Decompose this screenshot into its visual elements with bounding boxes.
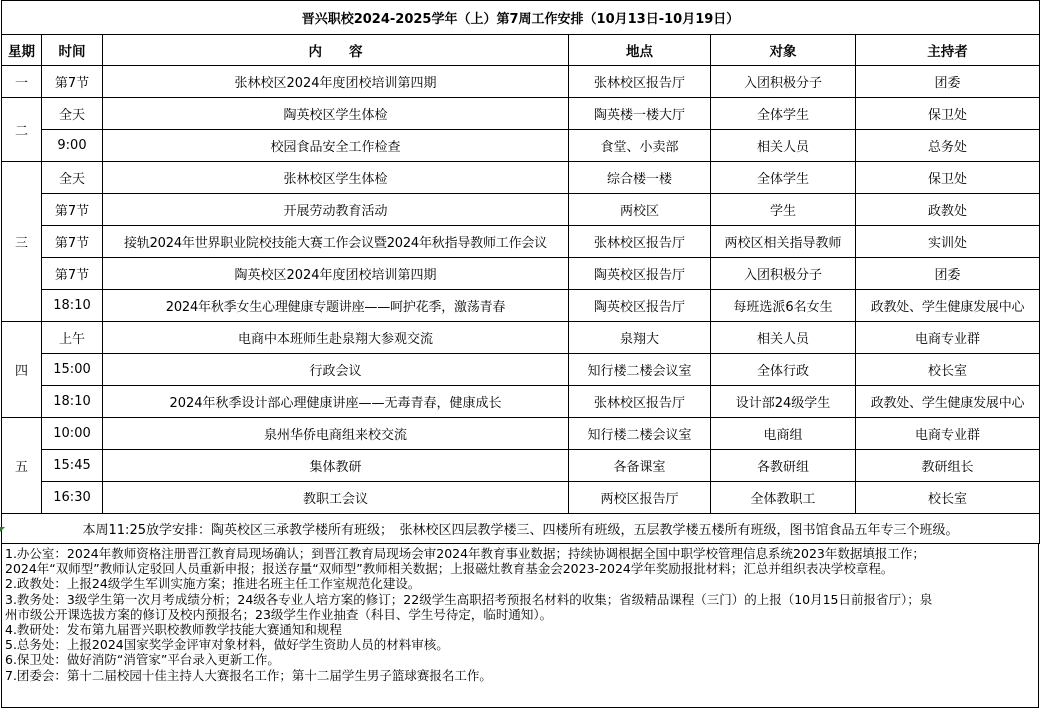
- host-cell: 政教处: [856, 194, 1040, 226]
- place-cell: 张林校区报告厅: [569, 386, 711, 418]
- content-cell: 校园食品安全工作检查: [103, 130, 569, 162]
- header-day: 星期: [2, 35, 42, 66]
- target-cell: 全体学生: [711, 162, 856, 194]
- content-cell: 行政会议: [103, 354, 569, 386]
- target-cell: 每班选派6名女生: [711, 290, 856, 322]
- time-cell: 15:00: [42, 354, 103, 386]
- note-line: 2024年“双师型”教师认定驳回人员重新申报；报送存量“双师型”教师相关数据；上报磁灶教育基金会2023-2024学年奖励报批材料；汇总并组织表决学校章程。: [5, 561, 894, 577]
- time-cell: 18:10: [42, 386, 103, 418]
- time-cell: 15:45: [42, 450, 103, 482]
- table-row: [2, 290, 1040, 322]
- header-host: 主持者: [856, 35, 1040, 66]
- content-cell: 张林校区2024年度团校培训第四期: [103, 66, 569, 98]
- host-cell: 电商专业群: [856, 322, 1040, 354]
- host-cell: 政教处、学生健康发展中心: [856, 290, 1040, 322]
- place-cell: 陶英校区报告厅: [569, 290, 711, 322]
- time-cell: 16:30: [42, 482, 103, 514]
- target-cell: 电商组: [711, 418, 856, 450]
- table-row: [2, 258, 1040, 290]
- note-line: 4.教研处：发布第九届晋兴职校教师教学技能大赛通知和规程: [5, 622, 342, 638]
- content-cell: 张林校区学生体检: [103, 162, 569, 194]
- table-row: [2, 66, 1040, 98]
- note-line: 2.政教处：上报24级学生军训实施方案；推进名班主任工作室规范化建设。: [5, 576, 421, 592]
- host-cell: 团委: [856, 66, 1040, 98]
- dismissal-row: [2, 514, 1040, 544]
- table-row: [2, 130, 1040, 162]
- host-cell: 电商专业群: [856, 418, 1040, 450]
- place-cell: 食堂、小卖部: [569, 130, 711, 162]
- header-time: 时间: [42, 35, 103, 66]
- table-row: [2, 354, 1040, 386]
- content-cell: 开展劳动教育活动: [103, 194, 569, 226]
- target-cell: 各教研组: [711, 450, 856, 482]
- target-cell: 入团积极分子: [711, 258, 856, 290]
- target-cell: 相关人员: [711, 130, 856, 162]
- time-cell: 第7节: [42, 66, 103, 98]
- place-cell: 综合楼一楼: [569, 162, 711, 194]
- content-cell: 集体教研: [103, 450, 569, 482]
- place-cell: 张林校区报告厅: [569, 226, 711, 258]
- target-cell: 设计部24级学生: [711, 386, 856, 418]
- host-cell: 政教处、学生健康发展中心: [856, 386, 1040, 418]
- host-cell: 保卫处: [856, 162, 1040, 194]
- target-cell: 全体教职工: [711, 482, 856, 514]
- day-cell-wed: 三: [2, 162, 42, 322]
- day-cell-mon: 一: [2, 66, 42, 98]
- table-row: [2, 322, 1040, 354]
- time-cell: 全天: [42, 162, 103, 194]
- note-line: 5.总务处：上报2024国家奖学金评审对象材料，做好学生资助人员的材料审核。: [5, 637, 449, 653]
- header-content: 内 容: [103, 35, 569, 66]
- dismissal-note: 本周11:25放学安排：陶英校区三承教学楼所有班级； 张林校区四层教学楼三、四楼所有班级，五层教学楼五楼所有班级，图书馆食品五年专三个班级。: [2, 514, 1040, 544]
- day-cell-tue: 二: [2, 98, 42, 162]
- place-cell: 知行楼二楼会议室: [569, 354, 711, 386]
- target-cell: 相关人员: [711, 322, 856, 354]
- content-cell: 电商中本班师生赴泉翔大参观交流: [103, 322, 569, 354]
- page-title: 晋兴职校2024-2025学年（上）第7周工作安排（10月13日-10月19日）: [2, 1, 1040, 35]
- target-cell: 全体行政: [711, 354, 856, 386]
- header-target: 对象: [711, 35, 856, 66]
- host-cell: 校长室: [856, 482, 1040, 514]
- table-row: [2, 450, 1040, 482]
- header-row: [2, 35, 1040, 66]
- host-cell: 团委: [856, 258, 1040, 290]
- day-cell-thu: 四: [2, 322, 42, 418]
- place-cell: 陶英校区报告厅: [569, 258, 711, 290]
- time-cell: 18:10: [42, 290, 103, 322]
- content-cell: 2024年秋季设计部心理健康讲座——无毒青春，健康成长: [103, 386, 569, 418]
- weekly-schedule-table: [1, 0, 1040, 544]
- content-cell: 2024年秋季女生心理健康专题讲座——呵护花季，激荡青春: [103, 290, 569, 322]
- content-cell: 陶英校区2024年度团校培训第四期: [103, 258, 569, 290]
- place-cell: 泉翔大: [569, 322, 711, 354]
- note-line: 3.教务处：3级学生第一次月考成绩分析；24级各专业人培方案的修订；22级学生高职招考预报名材料的收集；省级精品课程（三门）的上报（10月15日前报省厅）；泉: [5, 591, 933, 607]
- time-cell: 第7节: [42, 194, 103, 226]
- place-cell: 张林校区报告厅: [569, 66, 711, 98]
- host-cell: 保卫处: [856, 98, 1040, 130]
- table-row: [2, 162, 1040, 194]
- target-cell: 两校区相关指导教师: [711, 226, 856, 258]
- time-cell: 10:00: [42, 418, 103, 450]
- host-cell: 教研组长: [856, 450, 1040, 482]
- table-row: [2, 386, 1040, 418]
- header-place: 地点: [569, 35, 711, 66]
- target-cell: 全体学生: [711, 98, 856, 130]
- content-cell: 接轨2024年世界职业院校技能大赛工作会议暨2024年秋指导教师工作会议: [103, 226, 569, 258]
- host-cell: 校长室: [856, 354, 1040, 386]
- table-row: [2, 418, 1040, 450]
- note-line: 6.保卫处：做好消防“消管家”平台录入更新工作。: [5, 652, 280, 668]
- content-cell: 教职工会议: [103, 482, 569, 514]
- place-cell: 知行楼二楼会议室: [569, 418, 711, 450]
- time-cell: 第7节: [42, 258, 103, 290]
- place-cell: 各备课室: [569, 450, 711, 482]
- day-cell-fri: 五: [2, 418, 42, 514]
- time-cell: 9:00: [42, 130, 103, 162]
- place-cell: 陶英楼一楼大厅: [569, 98, 711, 130]
- target-cell: 学生: [711, 194, 856, 226]
- place-cell: 两校区: [569, 194, 711, 226]
- cell-marker-icon: [0, 527, 5, 532]
- time-cell: 全天: [42, 98, 103, 130]
- note-line: 1.办公室：2024年教师资格注册晋江教育局现场确认；到晋江教育局现场会审2024年教育事业数据；持续协调根据全国中职学校管理信息系统2023年数据填报工作；: [5, 546, 925, 561]
- target-cell: 入团积极分子: [711, 66, 856, 98]
- host-cell: 总务处: [856, 130, 1040, 162]
- note-line: 州市级公开课选拔方案的修订及校内预报名；23级学生作业抽查（科目、学生号待定，临时通知）。: [5, 606, 553, 622]
- note-line: 7.团委会：第十二届校园十佳主持人大赛报名工作；第十二届学生男子篮球赛报名工作。: [5, 667, 492, 683]
- time-cell: 第7节: [42, 226, 103, 258]
- table-row: [2, 98, 1040, 130]
- table-row: [2, 482, 1040, 514]
- table-row: [2, 226, 1040, 258]
- place-cell: 两校区报告厅: [569, 482, 711, 514]
- department-notes: [1, 544, 1039, 708]
- content-cell: 泉州华侨电商组来校交流: [103, 418, 569, 450]
- time-cell: 上午: [42, 322, 103, 354]
- content-cell: 陶英校区学生体检: [103, 98, 569, 130]
- host-cell: 实训处: [856, 226, 1040, 258]
- table-row: [2, 194, 1040, 226]
